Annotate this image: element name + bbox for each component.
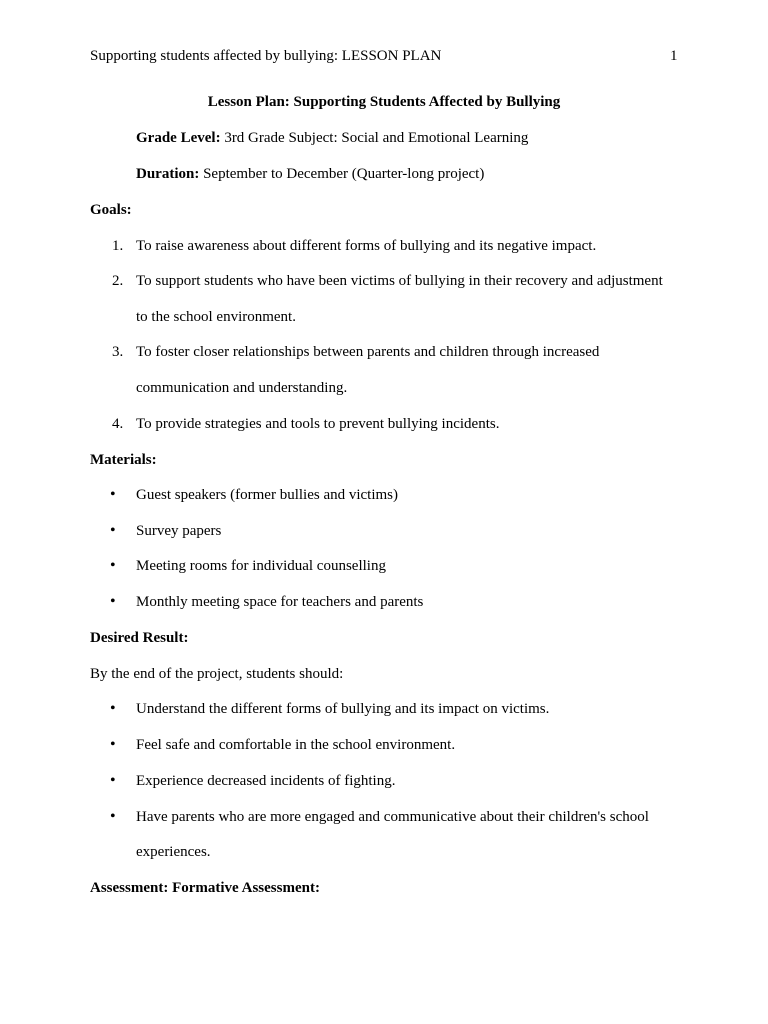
bullet-marker: • [110, 486, 116, 503]
desired-result-item: experiences. [136, 844, 211, 860]
duration-value: September to December (Quarter-long project) [199, 166, 485, 182]
goal-item-text: communication and understanding. [136, 380, 348, 396]
desired-result-item: Feel safe and comfortable in the school environment. [136, 737, 456, 753]
bullet-marker: • [110, 522, 116, 539]
material-item: Guest speakers (former bullies and victims) [136, 487, 399, 503]
goal-item-text: To raise awareness about different forms of bullying and its negative impact. [136, 238, 597, 254]
goals-heading: Goals: [90, 202, 132, 218]
duration-line [136, 165, 484, 183]
desired-result-intro: By the end of the project, students should: [90, 666, 344, 682]
materials-heading: Materials: [90, 452, 157, 468]
bullet-marker: • [110, 700, 116, 717]
goal-item-text: to the school environment. [136, 309, 296, 325]
document-title: Lesson Plan: Supporting Students Affected by Bullying [207, 94, 561, 110]
grade-level-label: Grade Level: [136, 130, 221, 146]
material-item: Meeting rooms for individual counselling [136, 558, 386, 574]
goal-number: 3. [112, 344, 124, 360]
goal-item-text: To support students who have been victims of bullying in their recovery and adjustment [136, 273, 663, 289]
desired-result-item: Experience decreased incidents of fighting. [136, 773, 396, 789]
goal-number: 2. [112, 273, 124, 289]
page-number: 1 [670, 48, 678, 64]
assessment-heading: Assessment: Formative Assessment: [90, 880, 320, 896]
desired-result-item: Understand the different forms of bullying and its impact on victims. [136, 701, 550, 717]
goal-number: 4. [112, 416, 124, 432]
bullet-marker: • [110, 808, 116, 825]
grade-level-value: 3rd Grade Subject: Social and Emotional Learning [220, 130, 529, 146]
desired-result-heading: Desired Result: [90, 630, 189, 646]
bullet-marker: • [110, 593, 116, 610]
goal-number: 1. [112, 238, 124, 254]
bullet-marker: • [110, 772, 116, 789]
bullet-marker: • [110, 557, 116, 574]
goal-item-text: To foster closer relationships between parents and children through increased [136, 344, 600, 360]
material-item: Monthly meeting space for teachers and parents [136, 594, 424, 610]
grade-level-line [136, 129, 528, 147]
bullet-marker: • [110, 736, 116, 753]
goal-item-text: To provide strategies and tools to prevent bullying incidents. [136, 416, 500, 432]
desired-result-item: Have parents who are more engaged and communicative about their children's school [136, 809, 649, 825]
duration-label: Duration: [136, 166, 200, 182]
running-head: Supporting students affected by bullying: LESSON PLAN [90, 48, 442, 64]
material-item: Survey papers [136, 523, 222, 539]
